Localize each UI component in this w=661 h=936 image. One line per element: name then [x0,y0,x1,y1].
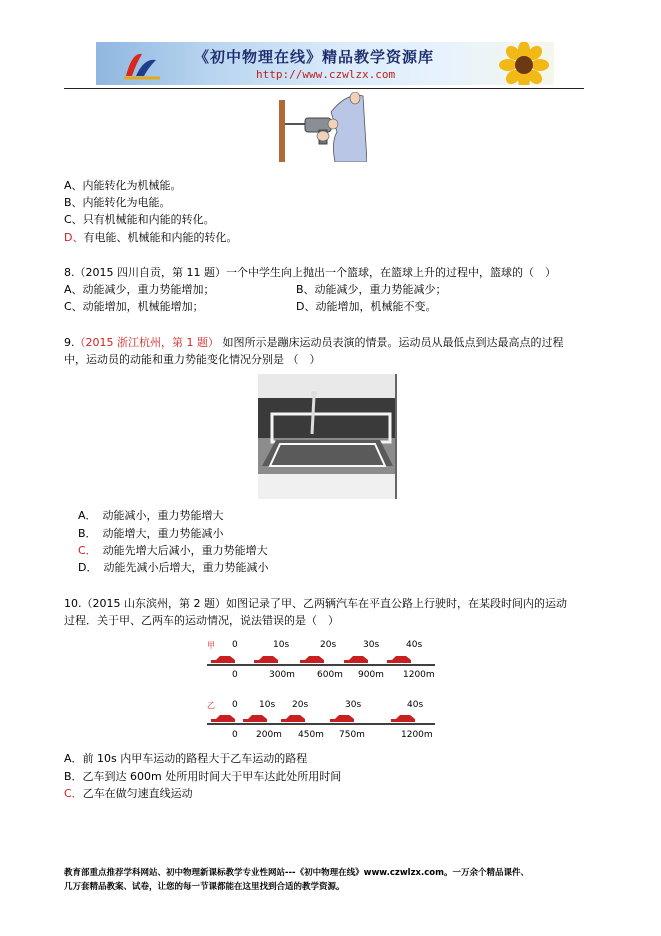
q10-stem-line2: 过程．关于甲、乙两车的运动情况，说法错误的是（ ） [64,614,339,627]
q9-option-c[interactable] [78,544,268,558]
option-letter: C、 [64,213,83,226]
option-text: 内能转化为机械能。 [82,179,182,192]
distance-label: 750m [339,730,365,740]
time-label: 40s [407,700,424,710]
drill-figure [275,92,367,162]
q8-stem: 8.（2015 四川自贡，第 11 题）一个中学生向上抛出一个篮球，在篮球上升的过程中，篮球的（ ） [64,266,556,279]
distance-label: 900m [358,670,384,680]
car-motion-diagram [205,636,440,746]
option-text: 乙车在做匀速直线运动 [82,787,193,800]
q7-option-b[interactable] [64,196,171,210]
q8-option-d[interactable]: D、动能增加，机械能不变。 [296,300,437,313]
option-letter: B． [78,527,97,540]
q8-option-c[interactable]: C、动能增加，机械能增加； [64,300,204,313]
time-label: 30s [345,700,362,710]
banner-url[interactable]: http://www.czwlzx.com [256,68,396,81]
question-number: 9. [64,336,75,349]
time-label: 10s [259,700,276,710]
distance-label: 300m [269,670,295,680]
page-footer [64,866,604,894]
banner-title: 《初中物理在线》精品教学资源库 [194,48,435,66]
option-letter: D、 [64,231,84,244]
option-letter: B． [64,770,83,783]
time-label: 30s [363,640,380,650]
jia-road [205,653,440,667]
distance-label: 450m [298,730,324,740]
option-text: 乙车到达 600m 处所用时间大于甲车达此处所用时间 [82,770,342,783]
option-letter: D． [78,561,98,574]
distance-label: 0 [232,670,238,680]
q7-option-d[interactable] [64,231,237,245]
distance-label: 1200m [403,670,435,680]
option-letter: C． [64,787,83,800]
option-text: 动能先增大后减小，重力势能增大 [102,544,268,557]
header-banner [96,42,554,85]
q9-option-a[interactable] [78,509,224,523]
option-letter: A． [78,509,97,522]
time-label: 40s [406,640,423,650]
option-text: 前 10s 内甲车运动的路程大于乙车运动的路程 [82,752,308,765]
distance-label: 1200m [401,730,433,740]
yi-road [205,712,440,726]
q10-stem-line1: 10.（2015 山东滨州，第 2 题）如图记录了甲、乙两辆汽车在平直公路上行驶时，在某段时间内的运动 [64,597,567,610]
q9-option-d[interactable] [78,561,268,575]
option-text: 内能转化为电能。 [82,196,171,209]
q9-stem-line2: 中，运动员的动能和重力势能变化情况分别是 （ ） [64,353,321,366]
q8-option-b[interactable]: B、动能减少，重力势能减少； [296,283,447,296]
time-label: 20s [320,640,337,650]
q10-option-c[interactable] [64,787,193,801]
option-text: 只有机械能和内能的转化。 [82,213,215,226]
time-label: 20s [292,700,309,710]
header-rule [64,88,584,89]
yi-label: 乙 [207,701,215,710]
time-label: 10s [273,640,290,650]
time-label: 0 [232,700,238,710]
option-letter: A、 [64,179,83,192]
time-label: 0 [232,640,238,650]
trampoline-photo [258,374,397,499]
question-text: 如图所示是蹦床运动员表演的情景。运动员从最低点到达最高点的过程 [222,336,564,349]
option-text: 有电能、机械能和内能的转化。 [83,231,238,244]
footer-line-1: 教育部重点推荐学科网站、初中物理新课标教学专业性网站---《初中物理在线》www.czwlzx.com。一万余个精品课件、 [64,868,529,878]
question-source: （2015 浙江杭州，第 1 题） [74,336,219,349]
site-logo [122,48,162,80]
footer-line-2: 几万套精品教案、试卷，让您的每一节课都能在这里找到合适的教学资源。 [64,882,345,892]
option-text: 动能减小，重力势能增大 [102,509,224,522]
sunflower-image [494,42,554,85]
q7-option-a[interactable] [64,179,182,193]
option-letter: B、 [64,196,83,209]
distance-label: 200m [256,730,282,740]
q10-option-b[interactable] [64,770,341,784]
q10-option-a[interactable] [64,752,307,766]
q7-option-c[interactable] [64,213,215,227]
option-letter: C． [78,544,97,557]
distance-label: 0 [232,730,238,740]
jia-label: 甲 [207,641,215,650]
option-letter: A． [64,752,83,765]
q8-option-a[interactable]: A、动能减少，重力势能增加； [64,283,215,296]
q9-stem-line1 [64,336,563,350]
option-text: 动能增大，重力势能减小 [102,527,224,540]
distance-label: 600m [317,670,343,680]
option-text: 动能先减小后增大，重力势能减小 [103,561,269,574]
q9-option-b[interactable] [78,527,224,541]
